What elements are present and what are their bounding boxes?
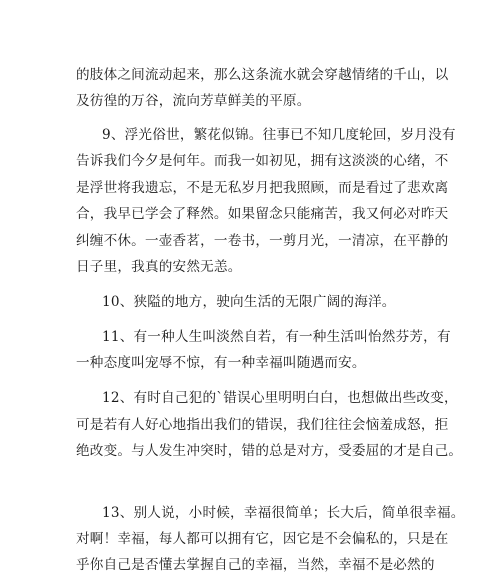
paragraph-13-line: 13、别人说，小时候，幸福很简单；长大后，简单很幸福。 xyxy=(102,505,465,521)
text-line: 是浮世将我遗忘，不是无私岁月把我照顾，而是看过了悲欢离 xyxy=(76,180,449,196)
text-line: 对啊！幸福，每人都可以拥有它，因它是不会偏私的，只是在 xyxy=(76,531,449,547)
text-line: 告诉我们今夕是何年。而我一如初见，拥有这淡淡的心绪，不 xyxy=(76,153,449,169)
text-line: 可是若有人好心地指出我们的错误，我们往往会恼羞成怒，拒 xyxy=(76,417,449,433)
paragraph-11-line: 11、有一种人生叫淡然自若，有一种生活叫怡然芬芳，有 xyxy=(102,329,451,345)
text-line: 及彷徨的万谷，流向芳草鲜美的平原。 xyxy=(76,93,311,109)
text-line: 纠缠不休。一壶香茗，一卷书，一剪月光，一清凉，在平静的 xyxy=(76,233,449,249)
text-line: 的肢体之间流动起来，那么这条流水就会穿越情绪的千山，以 xyxy=(76,67,449,83)
text-line: 乎你自己是否懂去掌握自己的幸福，当然，幸福不是必然的 xyxy=(76,557,435,573)
text-line: 绝改变。与人发生冲突时，错的总是对方，受委屈的才是自己。 xyxy=(76,443,463,459)
text-line: 日子里，我真的安然无恙。 xyxy=(76,259,242,275)
text-line: 合，我早已学会了释然。如果留念只能痛苦，我又何必对昨天 xyxy=(76,206,449,222)
paragraph-9-line: 9、浮光俗世，繁花似锦。往事已不知几度轮回，岁月没有 xyxy=(102,127,456,143)
paragraph-12-line: 12、有时自己犯的`错误心里明明白白，也想做出些改变， xyxy=(102,390,458,406)
paragraph-10-line: 10、狭隘的地方，驶向生活的无限广阔的海洋。 xyxy=(102,294,396,310)
text-line: 一种态度叫宠辱不惊，有一种幸福叫随遇而安。 xyxy=(76,355,366,371)
